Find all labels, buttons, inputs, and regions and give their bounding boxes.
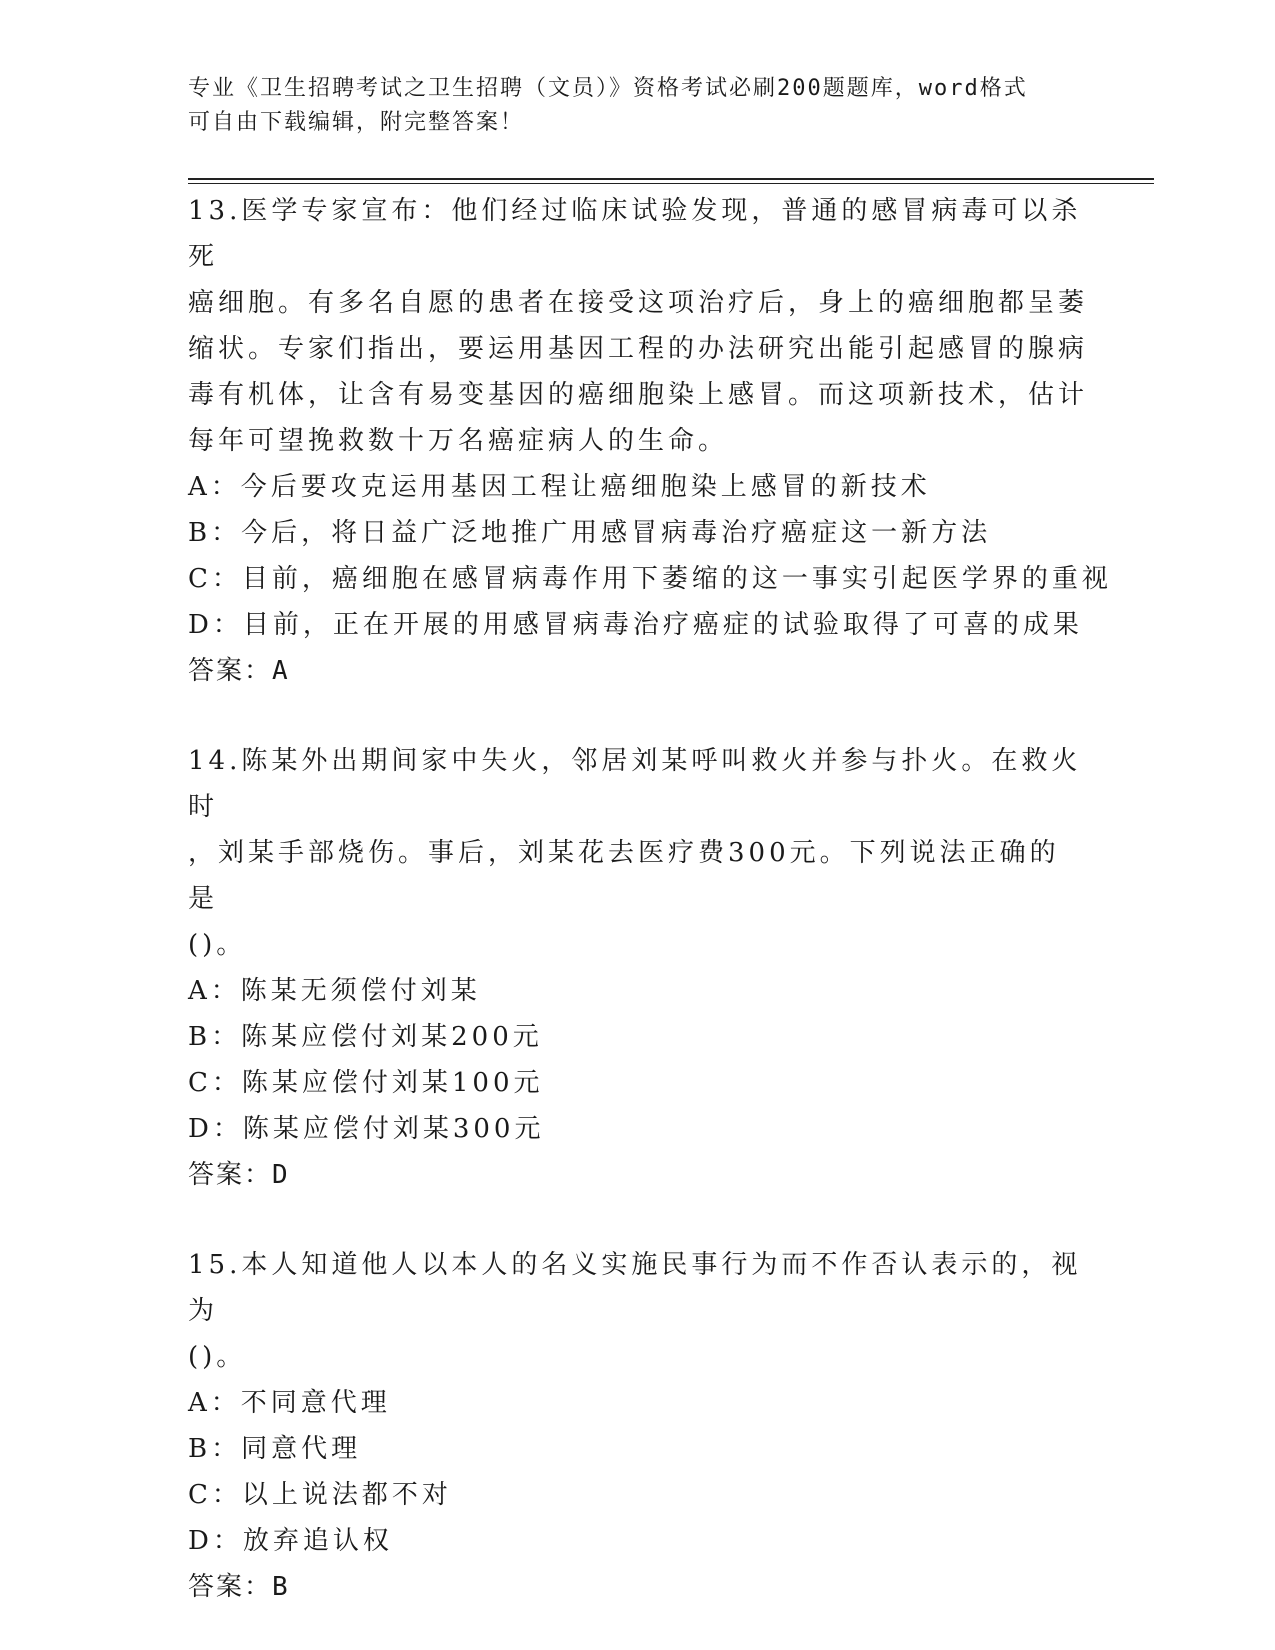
option-c: C：陈某应偿付刘某100元: [188, 1068, 544, 1098]
question-stem-line: 14.陈某外出期间家中失火，邻居刘某呼叫救火并参与扑火。在救火时: [188, 746, 1082, 822]
option-a: A：陈某无须偿付刘某: [188, 976, 481, 1006]
question-stem-line: 13.医学专家宣布：他们经过临床试验发现，普通的感冒病毒可以杀死: [188, 196, 1082, 272]
question-13: [188, 188, 1112, 694]
option-a: A：不同意代理: [188, 1388, 391, 1418]
question-list: [188, 188, 1112, 1610]
option-b: B：同意代理: [188, 1434, 362, 1464]
question-stem-line: 15.本人知道他人以本人的名义实施民事行为而不作否认表示的，视为: [188, 1250, 1082, 1326]
answer: 答案：B: [188, 1572, 290, 1602]
question-spacer: [188, 694, 1088, 738]
question-stem-line: 每年可望挽救数十万名癌症病人的生命。: [188, 426, 729, 456]
question-stem-line: ()。: [188, 930, 247, 960]
header-divider-thin: [188, 183, 1154, 184]
question-stem-line: ()。: [188, 1342, 247, 1372]
option-a: A：今后要攻克运用基因工程让癌细胞染上感冒的新技术: [188, 472, 931, 502]
option-d: D：放弃追认权: [188, 1526, 393, 1556]
document-header: [188, 72, 1068, 140]
header-line-2: 可自由下载编辑，附完整答案！: [188, 110, 525, 135]
question-stem-line: 缩状。专家们指出，要运用基因工程的办法研究出能引起感冒的腺病: [188, 334, 1089, 364]
question-stem-line: 癌细胞。有多名自愿的患者在接受这项治疗后，身上的癌细胞都呈萎: [188, 288, 1089, 318]
question-spacer: [188, 1198, 1088, 1242]
question-14: [188, 738, 1088, 1198]
option-d: D：目前，正在开展的用感冒病毒治疗癌症的试验取得了可喜的成果: [188, 610, 1083, 640]
option-d: D：陈某应偿付刘某300元: [188, 1114, 545, 1144]
option-c: C：以上说法都不对: [188, 1480, 452, 1510]
question-15: [188, 1242, 1088, 1610]
option-b: B：陈某应偿付刘某200元: [188, 1022, 543, 1052]
header-divider: [188, 178, 1154, 180]
header-line-1: 专业《卫生招聘考试之卫生招聘（文员）》资格考试必刷200题题库，word格式: [188, 76, 1028, 101]
answer: 答案：D: [188, 1160, 290, 1190]
option-b: B：今后，将日益广泛地推广用感冒病毒治疗癌症这一新方法: [188, 518, 992, 548]
question-stem-line: 毒有机体，让含有易变基因的癌细胞染上感冒。而这项新技术，估计: [188, 380, 1089, 410]
option-c: C：目前，癌细胞在感冒病毒作用下萎缩的这一事实引起医学界的重视: [188, 564, 1112, 594]
question-stem-line: ，刘某手部烧伤。事后，刘某花去医疗费300元。下列说法正确的是: [188, 838, 1060, 914]
answer: 答案：A: [188, 656, 290, 686]
